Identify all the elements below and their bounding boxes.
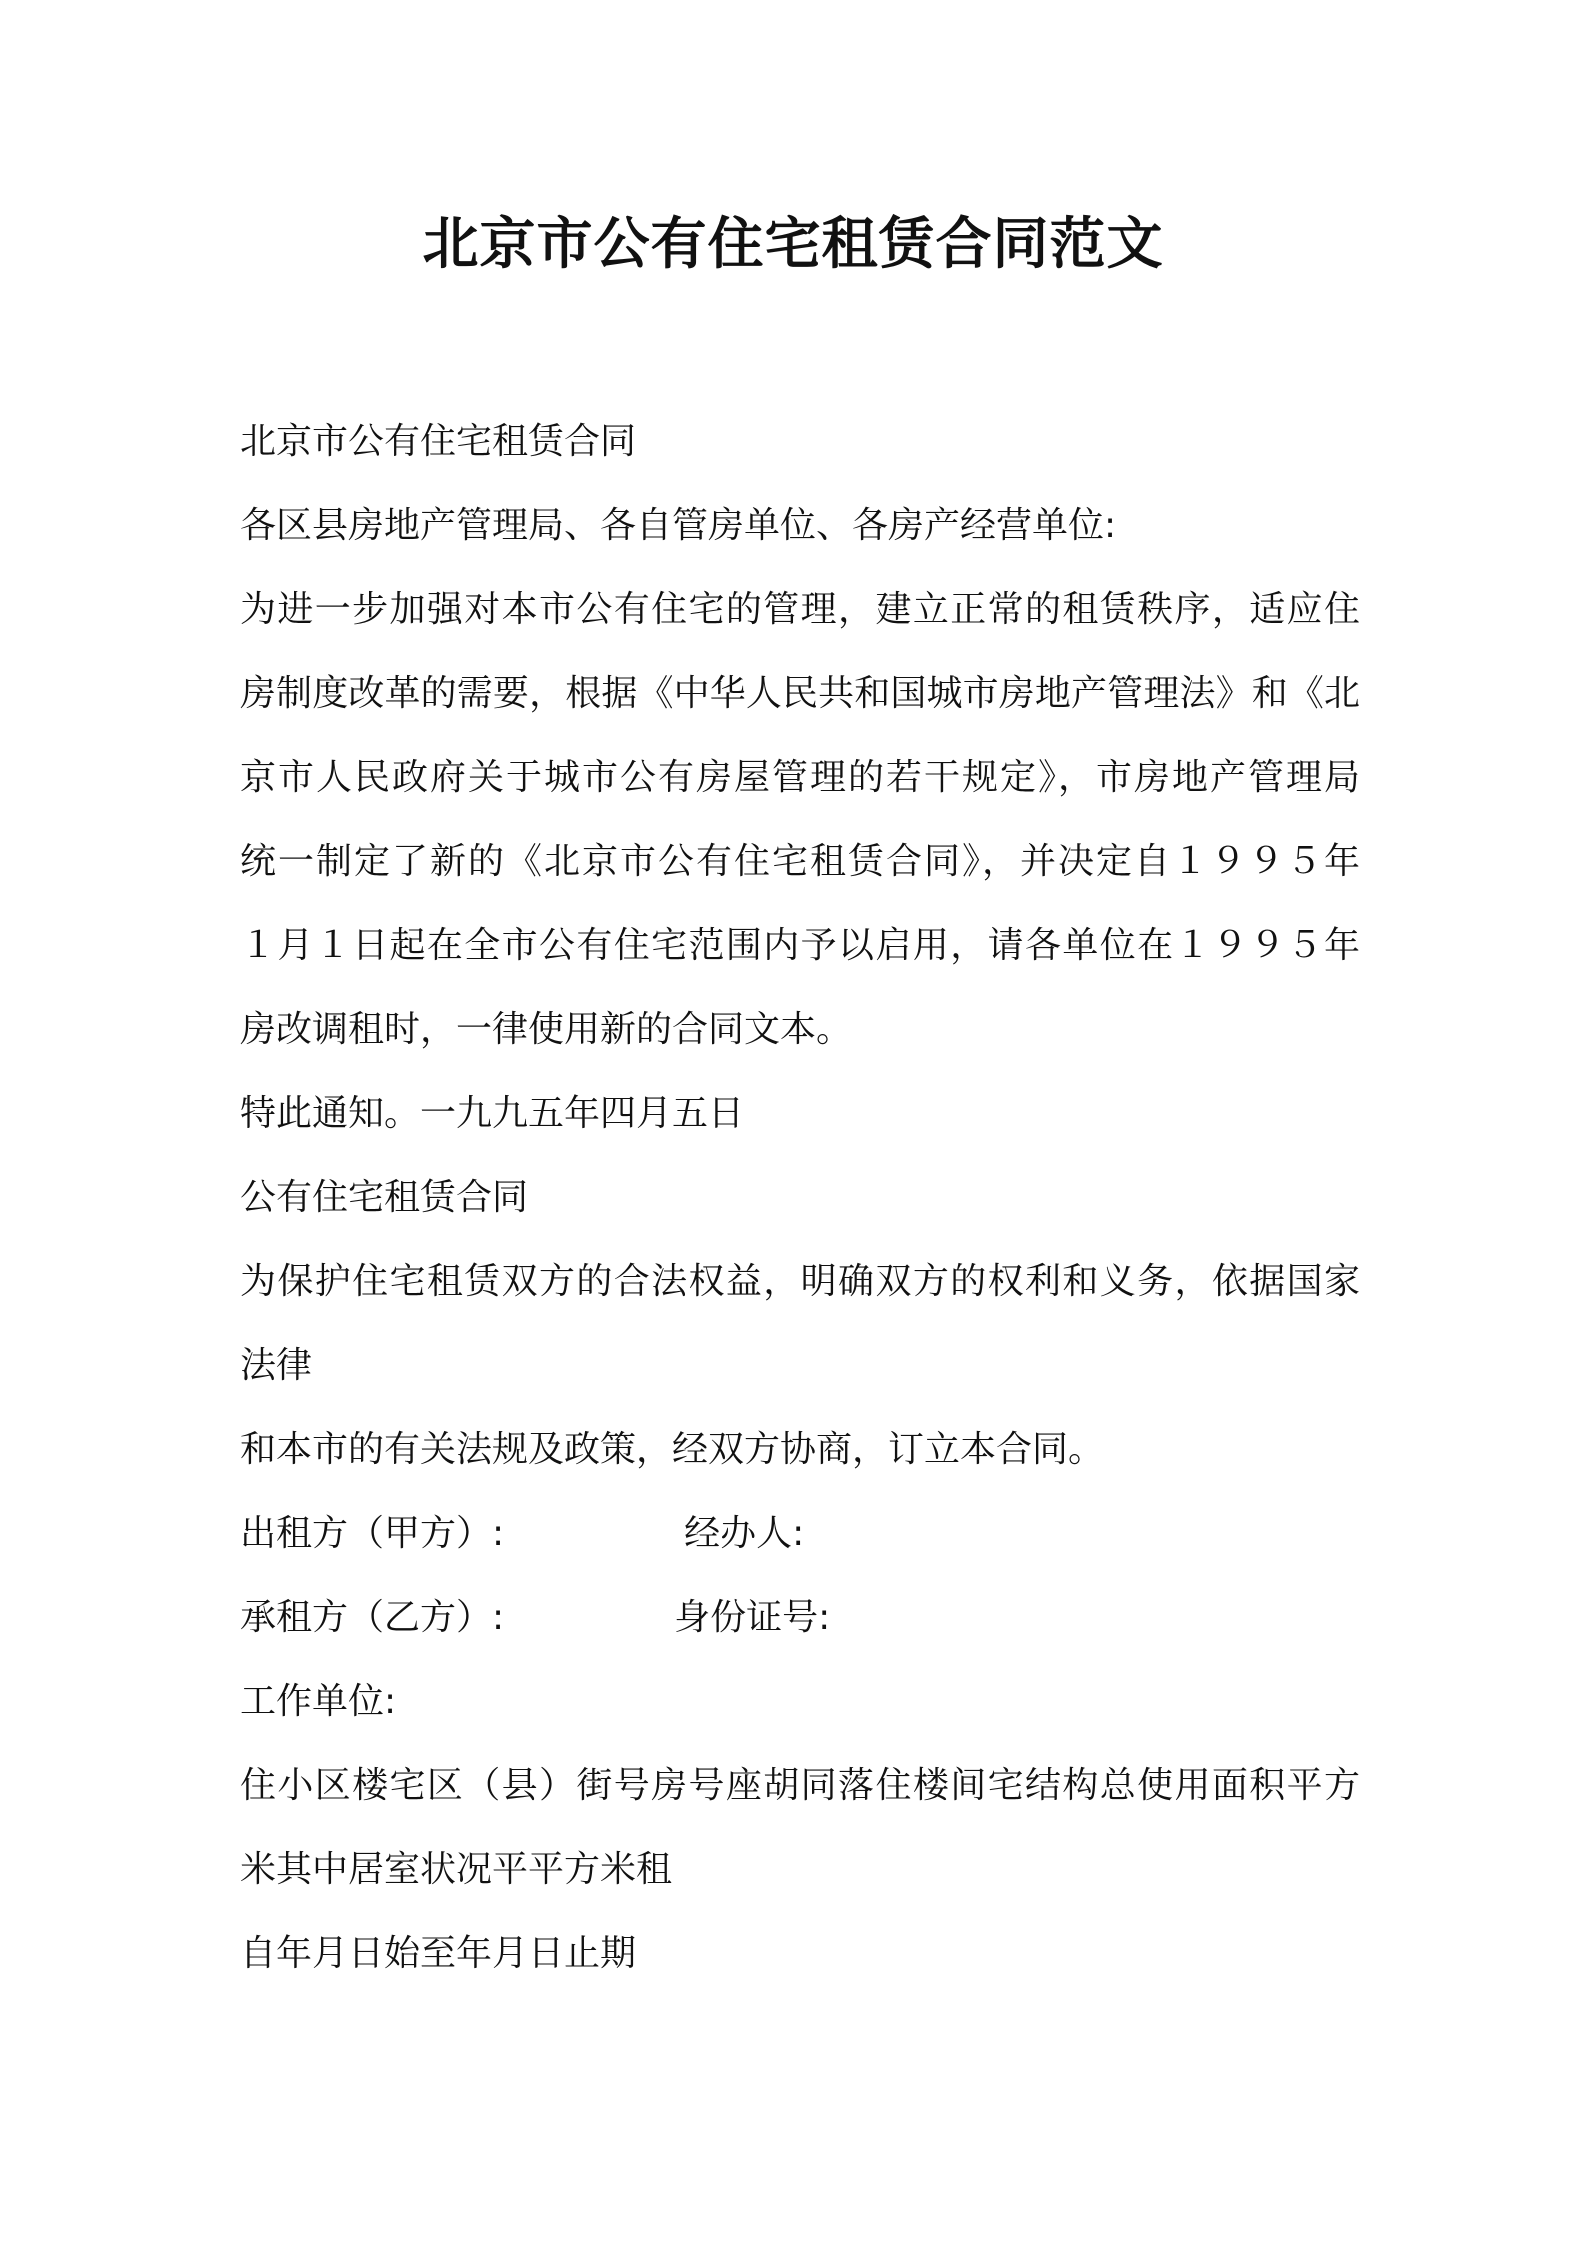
lessor-row bbox=[240, 1492, 1360, 1576]
notice-paragraph-line: 为进一步加强对本市公有住宅的管理，建立正常的租赁秩序，适应住 bbox=[240, 589, 1360, 630]
property-details-line: 住小区楼宅区（县）街号房号座胡同落住楼间宅结构总使用面积平方 bbox=[240, 1765, 1360, 1806]
lessee-row bbox=[240, 1576, 1360, 1660]
contract-heading: 北京市公有住宅租赁合同 bbox=[240, 421, 637, 462]
notice-paragraph-line: 房改调租时，一律使用新的合同文本。 bbox=[240, 1009, 853, 1050]
notice-paragraph-line: 京市人民政府关于城市公有房屋管理的若干规定》，市房地产管理局 bbox=[240, 757, 1360, 798]
document-title: 北京市公有住宅租赁合同范文 bbox=[422, 212, 1164, 277]
notice-paragraph-line: 房制度改革的需要，根据《中华人民共和国城市房地产管理法》和《北 bbox=[240, 673, 1360, 714]
lease-period-line: 自年月日始至年月日止期 bbox=[240, 1933, 637, 1974]
id-number-label: 身份证号: bbox=[674, 1597, 831, 1638]
contract-preamble-line: 和本市的有关法规及政策，经双方协商，订立本合同。 bbox=[240, 1429, 1105, 1470]
lessee-label: 承租方（乙方）: bbox=[240, 1597, 505, 1638]
contract-subheading: 公有住宅租赁合同 bbox=[240, 1177, 529, 1218]
property-details-line: 米其中居室状况平平方米租 bbox=[240, 1849, 673, 1890]
document-body bbox=[240, 400, 1360, 1996]
contract-preamble-line: 法律 bbox=[240, 1345, 313, 1386]
notice-paragraph-line: １月１日起在全市公有住宅范围内予以启用，请各单位在１９９５年 bbox=[240, 925, 1360, 966]
notice-closing: 特此通知。一九九五年四月五日 bbox=[240, 1093, 745, 1134]
notice-recipients: 各区县房地产管理局、各自管房单位、各房产经营单位: bbox=[240, 505, 1117, 546]
notice-paragraph-line: 统一制定了新的《北京市公有住宅租赁合同》，并决定自１９９５年 bbox=[240, 841, 1360, 882]
agent-label: 经办人: bbox=[684, 1513, 805, 1554]
lessor-label: 出租方（甲方）: bbox=[240, 1513, 505, 1554]
contract-preamble-line: 为保护住宅租赁双方的合法权益，明确双方的权利和义务，依据国家 bbox=[240, 1261, 1360, 1302]
work-unit-label: 工作单位: bbox=[240, 1681, 397, 1722]
